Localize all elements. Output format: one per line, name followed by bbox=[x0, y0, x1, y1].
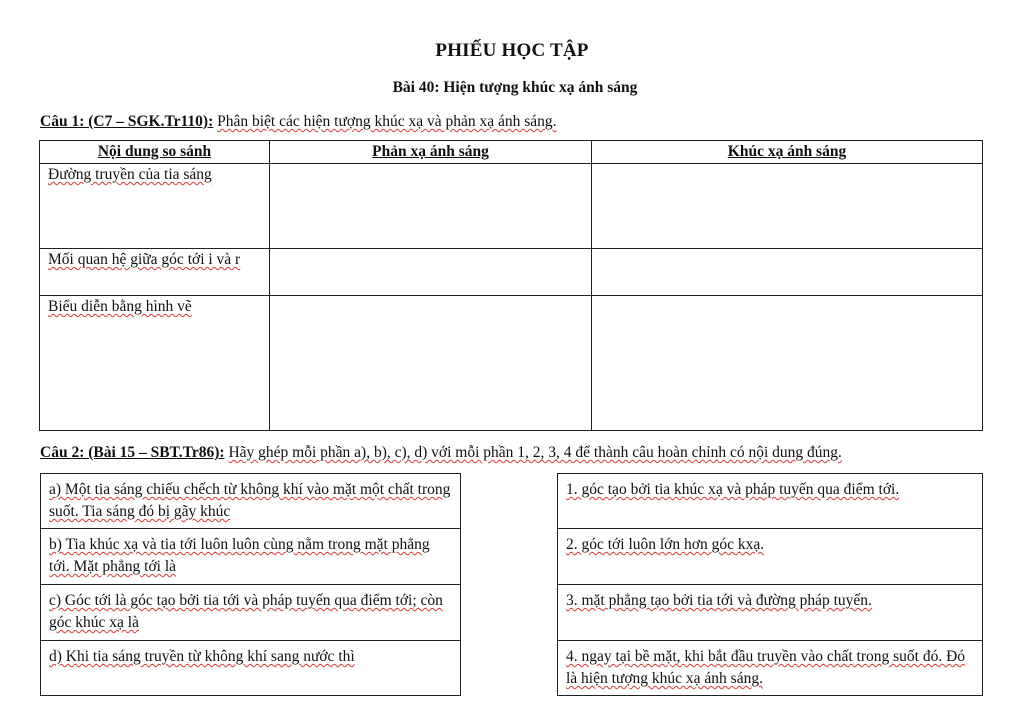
question-2-label: Câu 2: (Bài 15 – SBT.Tr86): bbox=[40, 444, 225, 461]
header-comparison-content: Nội dung so sánh bbox=[40, 141, 270, 164]
match-item-b: b) Tia khúc xạ và tia tới luôn luôn cùng nằm trong mặt phẳng tới. Mặt phẳng tới là bbox=[40, 528, 461, 585]
table-row bbox=[40, 249, 983, 296]
question-1-label: Câu 1: (C7 – SGK.Tr110): bbox=[40, 113, 214, 130]
question-1 bbox=[40, 113, 557, 131]
header-refraction: Khúc xạ ánh sáng bbox=[592, 141, 983, 164]
table-row bbox=[40, 296, 983, 431]
question-2 bbox=[40, 444, 842, 462]
table-row bbox=[40, 164, 983, 249]
row-label-ray-path: Đường truyền của tia sáng bbox=[40, 164, 270, 249]
match-item-3: 3. mặt phẳng tạo bởi tia tới và đường pháp tuyến. bbox=[557, 584, 983, 641]
lesson-subtitle: Bài 40: Hiện tượng khúc xạ ánh sáng bbox=[392, 79, 638, 96]
match-item-1: 1. góc tạo bởi tia khúc xạ và pháp tuyến qua điểm tới. bbox=[557, 473, 983, 529]
answer-cell[interactable] bbox=[270, 296, 592, 431]
match-item-c: c) Góc tới là góc tạo bởi tia tới và pháp tuyến qua điểm tới; còn góc khúc xạ là bbox=[40, 584, 461, 641]
answer-cell[interactable] bbox=[592, 249, 983, 296]
row-label-drawing: Biểu diễn bằng hình vẽ bbox=[40, 296, 270, 431]
answer-cell[interactable] bbox=[592, 164, 983, 249]
match-item-d: d) Khi tia sáng truyền từ không khí sang nước thì bbox=[40, 640, 461, 696]
match-item-4: 4. ngay tại bề mặt, khi bắt đầu truyền vào chất trong suốt đó. Đó là hiện tượng khúc xạ ánh sáng. bbox=[557, 640, 983, 696]
answer-cell[interactable] bbox=[592, 296, 983, 431]
question-2-text: Hãy ghép mỗi phần a), b), c), d) với mỗi phần 1, 2, 3, 4 để thành câu hoàn chỉnh có nội dung đúng. bbox=[228, 444, 842, 461]
header-reflection: Phản xạ ánh sáng bbox=[270, 141, 592, 164]
question-1-text: Phân biệt các hiện tượng khúc xạ và phản xạ ánh sáng. bbox=[217, 113, 557, 130]
answer-cell[interactable] bbox=[270, 164, 592, 249]
row-label-angle-relation: Mối quan hệ giữa góc tới i và r bbox=[40, 249, 270, 296]
table-header-row bbox=[40, 141, 983, 164]
match-item-2: 2. góc tới luôn lớn hơn góc kxạ. bbox=[557, 528, 983, 585]
match-item-a: a) Một tia sáng chiếu chếch từ không khí vào mặt một chất trong suốt. Tia sáng đó bị gãy khúc bbox=[40, 473, 461, 529]
answer-cell[interactable] bbox=[270, 249, 592, 296]
worksheet-title: PHIẾU HỌC TẬP bbox=[435, 40, 589, 61]
comparison-table bbox=[39, 140, 983, 431]
